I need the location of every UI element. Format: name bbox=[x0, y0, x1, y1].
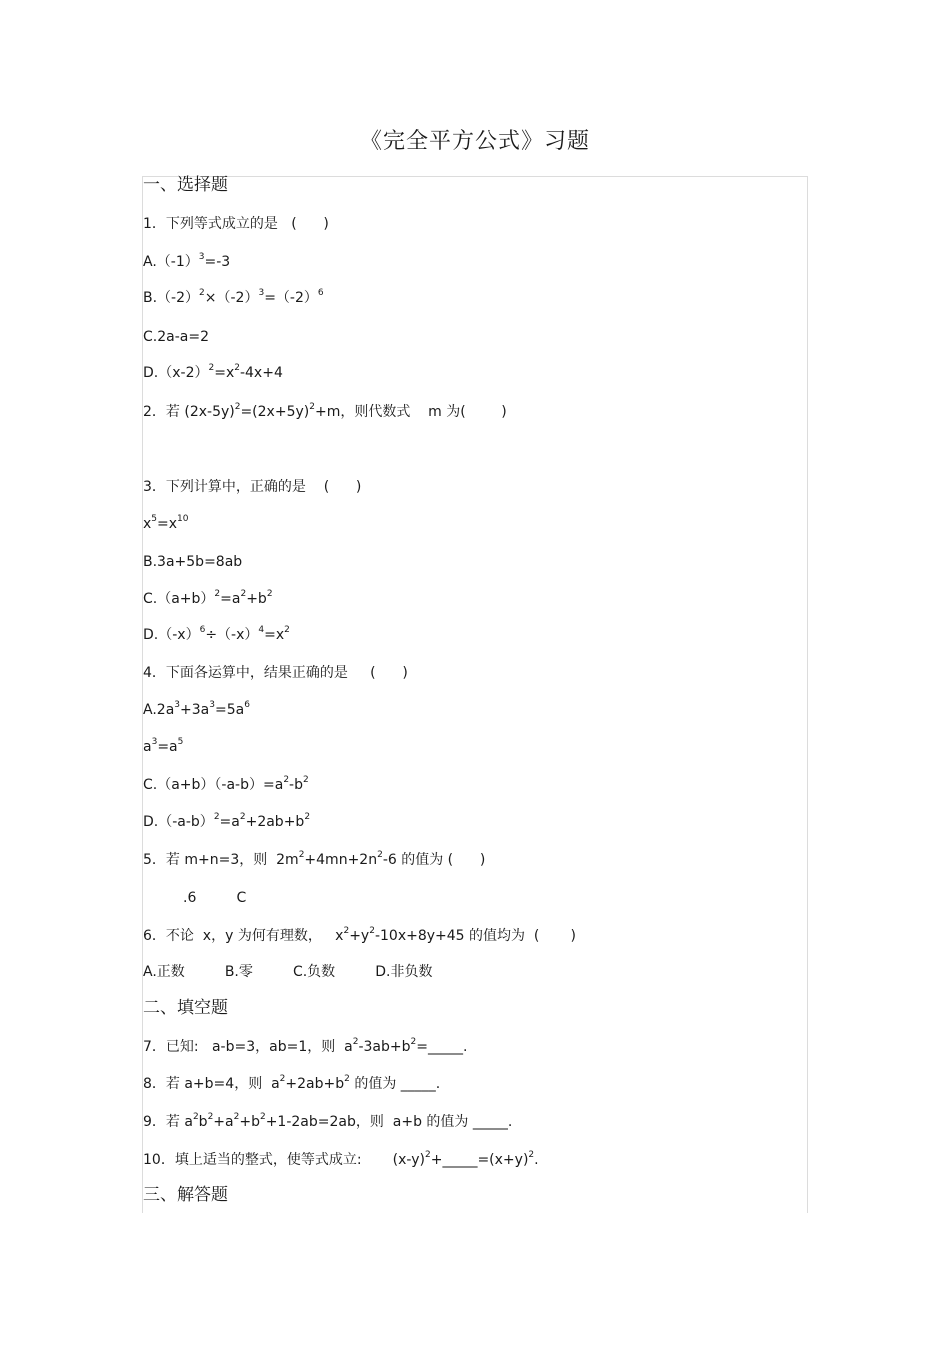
page-title: 《完全平方公式》习题 bbox=[359, 129, 590, 154]
question-line: $D.(-a-b)^2=a^2+2ab+b^2$ bbox=[143, 812, 311, 830]
question-line: 2．若 $(2x-5y)^2=(2x+5y)^2+m$，则代数式 m 为( ) bbox=[143, 402, 507, 420]
question-line: 8．若 a+b=4，则 $a^2+2ab+b^2$ 的值为 _____. bbox=[143, 1074, 441, 1092]
question-line: 4．下面各运算中，结果正确的是 ( ) bbox=[143, 665, 408, 681]
question-line: .6 C bbox=[143, 890, 247, 906]
section-heading: 一、选择题 bbox=[143, 175, 228, 195]
question-line: $A.(-1)^3=-3$ bbox=[143, 252, 231, 270]
question-line: $D.(-x)^6\div(-x)^4=x^2$ bbox=[143, 625, 290, 643]
question-line: 1．下列等式成立的是 ( ) bbox=[143, 216, 329, 232]
question-line: $C.(a+b)(-a-b)=a^2-b^2$ bbox=[143, 775, 309, 793]
question-line: 5．若 m+n=3，则 $2m^2+4mn+2n^2-6$ 的值为 ( ) bbox=[143, 850, 486, 868]
section-heading: 二、填空题 bbox=[143, 998, 228, 1018]
question-line: 7．已知: a-b=3，ab=1，则 $a^2-3ab+b^2=\_\_\_\_\_$. bbox=[143, 1037, 468, 1055]
question-line: C.2a-a=2 bbox=[143, 329, 209, 345]
section-heading: 三、解答题 bbox=[143, 1185, 228, 1205]
question-line: B.3a+5b=8ab bbox=[143, 554, 243, 570]
question-line: 3．下列计算中，正确的是 ( ) bbox=[143, 479, 362, 495]
question-line: $D.(x-2)^2=x^2-4x+4$ bbox=[143, 363, 283, 381]
question-line: 10．填上适当的整式，使等式成立: $(x-y)^2+\_\_\_\_\_=(x+y)^2$. bbox=[143, 1150, 539, 1168]
question-line: $C.(a+b)^2=a^2+b^2$ bbox=[143, 589, 273, 607]
question-line: 9．若 $a^2b^2+a^2+b^2+1-2ab=2ab$，则 a+b 的值为 _____. bbox=[143, 1112, 513, 1130]
question-line: $B.(-2)^2\times(-2)^3=(-2)^6$ bbox=[143, 288, 324, 306]
question-line: 6．不论 x，y 为何有理数， $x^2+y^2-10x+8y+45$ 的值均为 ( ) bbox=[143, 926, 576, 944]
question-line: $a^3=a^5$ bbox=[143, 737, 184, 755]
question-line: $A.2a^3+3a^3=5a^6$ bbox=[143, 700, 250, 718]
question-line: A.正数 B.零 C.负数 D.非负数 bbox=[143, 964, 433, 980]
question-line: $x^5=x^{10}$ bbox=[143, 514, 189, 532]
